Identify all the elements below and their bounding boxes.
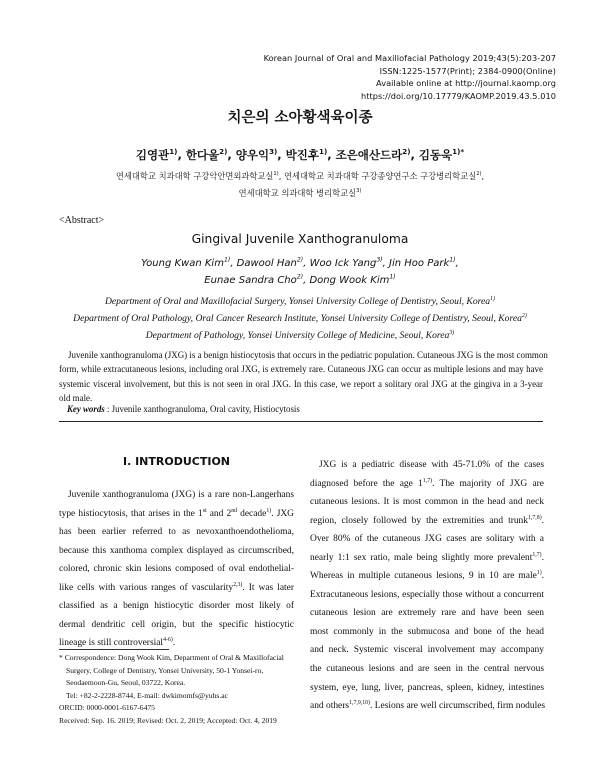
- author-affiliation-marker: 1): [169, 147, 178, 157]
- body-text: Juvenile xanthogranuloma (JXG) is a rare non-Langerhans: [68, 490, 294, 500]
- citation-superscript: 1,7): [532, 551, 542, 558]
- abstract-line: systemic visceral involvement, but this is not seen in oral JXG. In this case, we report a solitary oral JXG at the gingiva in a 3-year: [59, 378, 543, 389]
- section-heading-introduction: Ⅰ. INTRODUCTION: [122, 455, 230, 468]
- korean-authors: [0, 147, 600, 163]
- body-text: .: [541, 515, 544, 526]
- body-text: .: [541, 571, 544, 582]
- affiliation-marker: 3): [449, 329, 455, 336]
- english-author-name: Woo Ick Yang: [309, 258, 377, 269]
- english-affiliation: [0, 330, 600, 341]
- intro-left-column: [59, 486, 294, 653]
- footnote-line: * Correspondence: Dong Wook Kim, Department of Oral & Maxillofacial: [59, 653, 284, 662]
- abstract-line: form, while extracutaneous lesions, including oral JXG, is extremely rare. Cutaneous JXG can occur as multiple lesions and may have: [59, 364, 543, 375]
- body-text-line: [310, 475, 544, 494]
- body-text: type histiocytosis, that arises in the 1: [59, 508, 203, 519]
- body-text: and neck. Systemic visceral involvement may accompany: [310, 645, 544, 656]
- korean-affiliation-line-1: [0, 170, 600, 182]
- body-text-line: [59, 634, 294, 653]
- footnote-line: Surgery, College of Dentistry, Yonsei University, 50-1 Yonsei-ro,: [66, 665, 264, 675]
- footnote-dates: Received: Sep. 16. 2019; Revised: Oct. 2, 2019; Accepted: Oct. 4, 2019: [59, 715, 277, 725]
- footnote-line: Seodaemoon-Gu, Seoul, 03722, Korea.: [66, 678, 186, 687]
- author-separator: ,: [227, 148, 236, 162]
- author-separator: ,: [327, 148, 336, 162]
- author-separator: ,: [455, 258, 459, 269]
- abstract-label: <Abstract>: [59, 215, 105, 226]
- body-text-line: [310, 493, 544, 512]
- intro-right-column: [310, 456, 544, 716]
- citation-superscript: 1,7,8): [528, 514, 542, 521]
- journal-citation: Korean Journal of Oral and Maxillofacial Pathology 2019;43(5):203-207: [263, 53, 556, 63]
- keywords: [67, 404, 300, 414]
- body-text-line: [310, 604, 544, 623]
- body-text: because this xanthoma complex displayed as circumscribed,: [59, 545, 294, 556]
- korean-author-name: 김영관: [135, 148, 170, 162]
- english-title: Gingival Juvenile Xanthogranuloma: [191, 232, 409, 246]
- english-authors-line-1: [0, 258, 600, 269]
- body-text-line: [59, 486, 294, 505]
- body-text: and 2: [206, 508, 232, 519]
- body-text: JXG is a pediatric disease with 45-71.0% of the cases: [319, 460, 544, 470]
- author-affiliation-marker: 2): [296, 273, 304, 281]
- body-text: . The majority of JXG are: [432, 478, 544, 489]
- author-affiliation-marker: 3): [269, 147, 278, 157]
- affiliation-separator: ,: [481, 171, 485, 181]
- body-text: nearly 1:1 sex ratio, male being slightly more prevalent: [310, 552, 533, 563]
- korean-author-name: 조은애산드라: [335, 148, 403, 162]
- body-text-line: [59, 505, 294, 524]
- author-separator: ,: [303, 258, 310, 269]
- english-author-name: Dong Wook Kim: [309, 275, 390, 286]
- body-text-line: [310, 641, 544, 660]
- body-text-line: [59, 560, 294, 579]
- author-affiliation-marker: 3): [376, 256, 383, 264]
- body-text: cutaneous lesion are extremely rare and have been seen: [310, 608, 544, 619]
- body-text: .: [541, 552, 544, 563]
- korean-author-name: 박진후: [285, 148, 319, 162]
- abstract-text: [59, 348, 548, 405]
- journal-url[interactable]: Available online at http://journal.kaomp.org: [376, 78, 556, 89]
- citation-superscript: nd: [231, 507, 238, 514]
- citation-superscript: st: [202, 507, 207, 514]
- journal-doi[interactable]: https://doi.org/10.17779/KAOMP.2019.43.5.010: [361, 90, 556, 101]
- citation-superscript: 1,7,9,10): [349, 699, 371, 706]
- body-text: dermal dendritic cell origin, but the specific histiocytic: [59, 619, 294, 630]
- body-text: and others: [310, 701, 350, 712]
- english-affiliation-text: Department of Oral and Maxillofacial Surgery, Yonsei University College of Dentistry, Seoul, Korea: [105, 296, 491, 307]
- author-separator: ,: [410, 148, 419, 162]
- body-text: cutaneous lesions. It is most common in the head and neck: [310, 497, 544, 508]
- affiliation-marker: 1): [273, 171, 279, 178]
- english-affiliation-text: Department of Pathology, Yonsei University College of Medicine, Seoul, Korea: [145, 330, 450, 341]
- body-text: colored, chronic skin lesions composed of oval endothelial-: [59, 564, 294, 575]
- english-author-name: Dawool Han: [236, 258, 297, 269]
- author-affiliation-marker: 1): [318, 147, 328, 157]
- english-author-name: Eunae Sandra Cho: [204, 275, 297, 286]
- body-text: lineage is still controversial: [59, 638, 164, 649]
- body-text: Over 80% of the cutaneous JXG cases are solitary with a: [310, 534, 544, 545]
- author-affiliation-marker: 1): [449, 256, 456, 264]
- body-text-line: [59, 542, 294, 561]
- body-text-line: [310, 697, 544, 716]
- author-affiliation-marker: 1): [223, 256, 231, 264]
- body-text-line: [310, 549, 544, 568]
- korean-author-name: 양우익: [235, 148, 270, 162]
- footnote-divider: [59, 649, 169, 650]
- english-affiliation-text: Department of Oral Pathology, Oral Cancer Research Institute, Yonsei University College of Dentistry, Seoul, Korea: [73, 313, 522, 324]
- body-text: system, eye, lung, liver, pancreas, spleen, kidney, intestines: [310, 682, 544, 693]
- body-text: like cells with various ranges of vascularity: [59, 582, 234, 593]
- affiliation-marker: 2): [476, 171, 482, 178]
- footnote-orcid: ORCID: 0000-0001-6167-6475: [59, 703, 155, 712]
- body-text: . It was later: [242, 582, 294, 593]
- body-text-line: [59, 579, 294, 598]
- body-text: diagnosed before the age 1: [310, 478, 423, 489]
- english-affiliation: [0, 296, 600, 307]
- citation-superscript: 1): [536, 570, 542, 577]
- footnote-line: Tel: +82-2-2228-8744, E-mail: dwkimomfs@yuhs.ac: [66, 690, 228, 700]
- keywords-list: : Juvenile xanthogranuloma, Oral cavity, Histiocytosis: [104, 404, 300, 414]
- body-text-line: [310, 660, 544, 679]
- korean-author-name: 한다울: [185, 148, 220, 162]
- author-separator: ,: [382, 258, 390, 269]
- korean-title: 치은의 소아황색육이종: [227, 110, 373, 126]
- english-authors-line-2: [0, 275, 600, 286]
- body-text-line: [59, 597, 294, 616]
- body-text: . Lesions are well circumscribed, firm nodules: [370, 701, 546, 712]
- citation-superscript: 2,3): [233, 581, 243, 588]
- body-text-line: [59, 616, 294, 635]
- english-affiliation: [0, 313, 600, 324]
- body-text-line: [59, 523, 294, 542]
- body-text-line: [310, 623, 544, 642]
- affiliation-marker: 3): [356, 188, 362, 195]
- body-text: Extracutaneous lesions, especially those without a concurrent: [310, 589, 544, 600]
- author-separator: ,: [277, 148, 286, 162]
- affiliation-marker: 2): [521, 312, 527, 319]
- affiliation-marker: 1): [490, 295, 495, 302]
- body-text-line: [310, 530, 544, 549]
- body-text: . JXG: [271, 508, 294, 519]
- english-author-name: Young Kwan Kim: [141, 258, 224, 269]
- korean-affiliation-1: 연세대학교 치과대학 구강악안면외과학교실: [115, 171, 274, 181]
- author-separator: ,: [230, 258, 237, 269]
- author-affiliation-marker: 2): [402, 147, 411, 157]
- body-text-line: [310, 512, 544, 531]
- abstract-divider: [59, 421, 543, 422]
- body-text: Whereas in multiple cutaneous lesions, 9 in 10 are male: [310, 571, 537, 582]
- citation-superscript: 1,7): [422, 477, 433, 484]
- korean-affiliation-3: 연세대학교 의과대학 병리학교실: [238, 188, 357, 198]
- english-author-name: Jin Hoo Park: [389, 258, 450, 269]
- body-text: most commonly in the submucosa and bone of the head: [310, 626, 544, 637]
- abstract-line: Juvenile xanthogranuloma (JXG) is a benign histiocytosis that occurs in the pediatric population. Cutaneous JXG is the most common: [68, 350, 548, 360]
- author-affiliation-marker: 1)*: [452, 147, 465, 157]
- korean-affiliation-line-2: [0, 187, 600, 199]
- body-text: region, closely followed by the extremities and trunk: [310, 515, 528, 526]
- author-separator: ,: [303, 275, 310, 286]
- body-text: the cutaneous lesions and are seen in the central nervous: [310, 664, 544, 675]
- body-text: decade: [237, 508, 267, 519]
- journal-header: [264, 52, 556, 102]
- citation-superscript: 1): [266, 507, 272, 514]
- author-affiliation-marker: 1): [389, 273, 396, 281]
- correspondence-footnote: [59, 652, 304, 727]
- author-affiliation-marker: 2): [219, 147, 228, 157]
- author-affiliation-marker: 2): [296, 256, 304, 264]
- body-text-line: [310, 456, 544, 475]
- author-separator: ,: [177, 148, 186, 162]
- body-text: has been earlier referred to as nevoxanthoendothelioma,: [59, 527, 294, 538]
- citation-superscript: 4-6): [163, 637, 173, 644]
- korean-author-name: 김동욱: [418, 148, 453, 162]
- body-text-line: [310, 679, 544, 698]
- body-text-line: [310, 586, 544, 605]
- body-text: .: [172, 638, 176, 649]
- body-text: classified as a benign histiocytic disorder most likely of: [59, 601, 294, 612]
- keywords-label: Key words: [67, 404, 105, 414]
- korean-affiliation-2: , 연세대학교 치과대학 구강종양연구소 구강병리학교실: [278, 171, 477, 181]
- body-text-line: [310, 567, 544, 586]
- abstract-line: old male.: [59, 392, 93, 403]
- journal-issn: ISSN:1225-1577(Print); 2384-0900(Online): [379, 65, 556, 76]
